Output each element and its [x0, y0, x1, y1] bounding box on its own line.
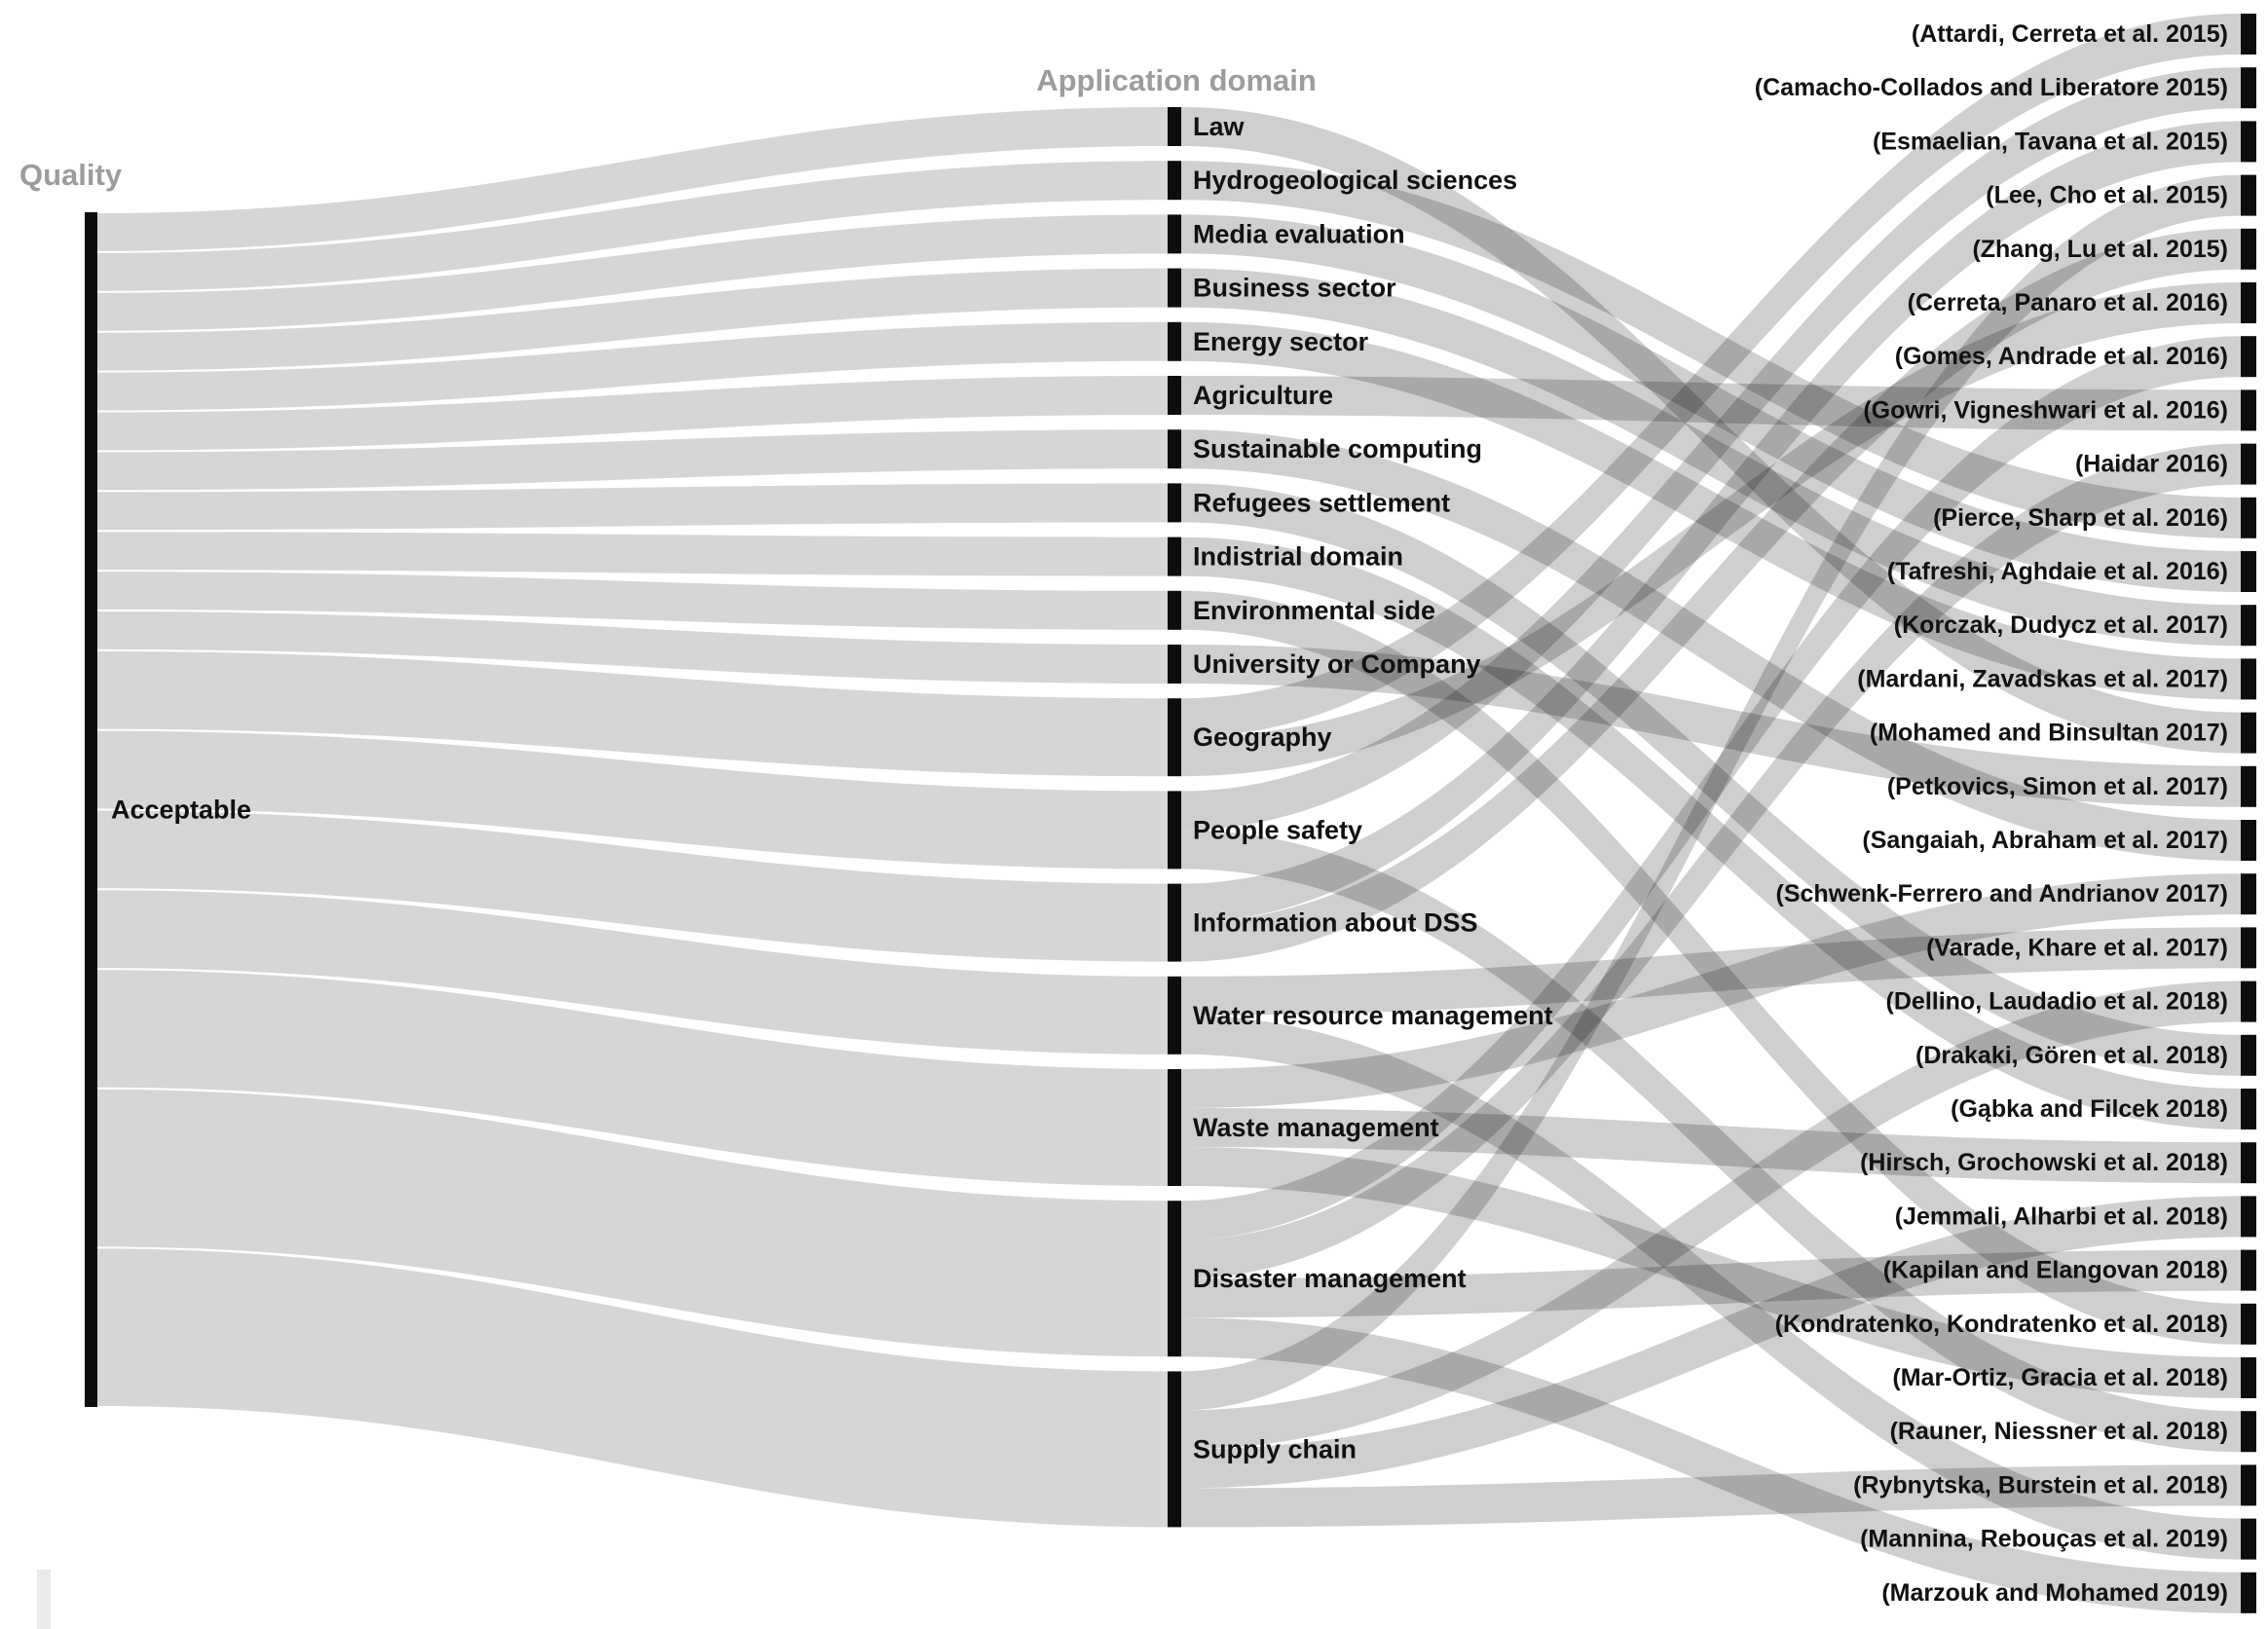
right-node-label: (Attardi, Cerreta et al. 2015): [1911, 20, 2228, 48]
right-node-bar-paper-15: [2241, 820, 2256, 861]
middle-node-bar-disaster-management: [1168, 1201, 1181, 1356]
right-node-bar-paper-13: [2241, 713, 2256, 754]
right-node-label: (Tafreshi, Aghdaie et al. 2016): [1886, 558, 2228, 585]
quality-column-header: Quality: [19, 158, 123, 192]
middle-node-label: Environmental side: [1193, 595, 1436, 625]
middle-node-label: Water resource management: [1193, 1000, 1553, 1030]
middle-node-bar-people-safety: [1168, 791, 1181, 869]
middle-node-label: Waste management: [1193, 1113, 1439, 1142]
right-node-label: (Dellino, Laudadio et al. 2018): [1885, 987, 2228, 1016]
middle-node-bar-media-evaluation: [1168, 214, 1181, 253]
right-node-bar-paper-26: [2241, 1411, 2256, 1452]
right-node-bar-paper-18: [2241, 981, 2256, 1022]
middle-node-bar-geography: [1168, 698, 1181, 776]
right-node-bar-paper-4: [2241, 229, 2256, 270]
right-node-bar-paper-23: [2241, 1250, 2256, 1291]
application-domain-column-header: Application domain: [1036, 63, 1317, 97]
right-node-label: (Gąbka and Filcek 2018): [1951, 1095, 2228, 1123]
middle-node-bar-sustainable-computing: [1168, 429, 1181, 468]
middle-node-bar-waste-management: [1168, 1069, 1181, 1186]
right-node-label: (Rybnytska, Burstein et al. 2018): [1853, 1471, 2228, 1499]
middle-node-label: Information about DSS: [1193, 907, 1478, 938]
middle-node-bar-hydrogeological-sciences: [1168, 161, 1181, 200]
right-node-label: (Mannina, Rebouças et al. 2019): [1860, 1525, 2228, 1553]
right-node-label: (Korczak, Dudycz et al. 2017): [1893, 611, 2228, 640]
right-node-bar-paper-27: [2241, 1464, 2256, 1505]
right-node-bar-paper-3: [2241, 175, 2256, 216]
middle-node-label: Law: [1193, 112, 1245, 141]
middle-node-label: Media evaluation: [1193, 219, 1405, 249]
middle-node-label: Hydrogeological sciences: [1193, 166, 1518, 196]
right-node-bar-paper-24: [2241, 1304, 2256, 1345]
right-node-bar-paper-6: [2241, 336, 2256, 377]
middle-node-bar-supply-chain: [1168, 1371, 1181, 1527]
right-node-label: (Schwenk-Ferrero and Andrianov 2017): [1775, 880, 2228, 908]
right-node-bar-paper-12: [2241, 658, 2256, 699]
middle-node-bar-refugees-settlement: [1168, 483, 1181, 522]
right-node-label: (Gowri, Vigneshwari et al. 2016): [1863, 396, 2228, 425]
right-node-label: (Lee, Cho et al. 2015): [1986, 181, 2228, 209]
right-node-label: (Mohamed and Binsultan 2017): [1869, 719, 2228, 747]
right-node-label: (Pierce, Sharp et al. 2016): [1933, 503, 2228, 532]
right-node-label: (Mar-Ortiz, Gracia et al. 2018): [1892, 1364, 2228, 1391]
right-node-bar-paper-2: [2241, 121, 2256, 162]
right-node-label: (Zhang, Lu et al. 2015): [1972, 235, 2228, 263]
right-node-bar-paper-21: [2241, 1142, 2256, 1183]
right-node-bar-paper-22: [2241, 1196, 2256, 1237]
right-node-bar-paper-14: [2241, 766, 2256, 807]
right-node-bar-paper-9: [2241, 498, 2256, 538]
middle-node-label: Energy sector: [1193, 326, 1369, 356]
flow-acceptable-to-refugees-settlement: [97, 483, 1168, 530]
right-node-label: (Varade, Khare et al. 2017): [1926, 934, 2228, 962]
right-node-label: (Rauner, Niessner et al. 2018): [1889, 1418, 2228, 1446]
right-node-label: (Marzouk and Mohamed 2019): [1881, 1578, 2228, 1607]
right-node-bar-paper-20: [2241, 1089, 2256, 1129]
middle-node-bar-indistrial-domain: [1168, 537, 1181, 576]
right-node-label: (Petkovics, Simon et al. 2017): [1886, 772, 2228, 800]
bottom-left-artifact: [37, 1570, 51, 1629]
middle-node-bar-energy-sector: [1168, 322, 1181, 361]
middle-node-bar-information-about-dss: [1168, 884, 1181, 962]
right-node-bar-paper-17: [2241, 927, 2256, 968]
right-node-bar-paper-29: [2241, 1573, 2256, 1613]
middle-node-label: Disaster management: [1193, 1264, 1467, 1294]
right-node-label: (Camacho-Collados and Liberatore 2015): [1754, 74, 2228, 102]
right-node-bar-paper-19: [2241, 1035, 2256, 1076]
right-node-label: (Kondratenko, Kondratenko et al. 2018): [1774, 1310, 2228, 1338]
right-node-label: (Kapilan and Elangovan 2018): [1882, 1256, 2228, 1284]
left-node-label-acceptable: Acceptable: [111, 795, 252, 825]
middle-node-bar-business-sector: [1168, 269, 1181, 308]
right-node-bar-paper-1: [2241, 67, 2256, 108]
right-node-bar-paper-16: [2241, 873, 2256, 914]
right-node-bar-paper-10: [2241, 551, 2256, 592]
middle-node-bar-law: [1168, 107, 1181, 146]
middle-node-label: Supply chain: [1193, 1434, 1357, 1464]
right-node-label: (Gomes, Andrade et al. 2016): [1894, 343, 2228, 371]
right-node-label: (Haidar 2016): [2074, 450, 2228, 478]
right-node-bar-paper-25: [2241, 1357, 2256, 1398]
middle-node-bar-water-resource-management: [1168, 977, 1181, 1055]
middle-node-label: Sustainable computing: [1193, 434, 1483, 464]
right-node-label: (Hirsch, Grochowski et al. 2018): [1860, 1149, 2228, 1177]
right-node-label: (Jemmali, Alharbi et al. 2018): [1894, 1203, 2228, 1231]
middle-node-label: Geography: [1193, 722, 1332, 753]
middle-node-label: Agriculture: [1193, 381, 1334, 410]
right-node-bar-paper-7: [2241, 389, 2256, 430]
middle-node-bar-environmental-side: [1168, 591, 1181, 630]
middle-node-bar-university-or-company: [1168, 645, 1181, 684]
middle-node-label: University or Company: [1193, 649, 1481, 679]
right-node-bar-paper-28: [2241, 1519, 2256, 1560]
right-node-label: (Esmaelian, Tavana et al. 2015): [1872, 128, 2228, 156]
right-node-bar-paper-11: [2241, 605, 2256, 646]
right-node-bar-paper-5: [2241, 282, 2256, 323]
left-node-bar-acceptable: [85, 212, 97, 1407]
right-node-label: (Mardani, Zavadskas et al. 2017): [1857, 665, 2228, 693]
middle-node-label: Business sector: [1193, 273, 1396, 303]
right-node-label: (Sangaiah, Abraham et al. 2017): [1862, 827, 2228, 854]
middle-node-label: People safety: [1193, 815, 1363, 845]
middle-node-label: Refugees settlement: [1193, 488, 1451, 518]
middle-node-bar-agriculture: [1168, 376, 1181, 415]
right-node-label: (Drakaki, Gören et al. 2018): [1915, 1041, 2228, 1069]
flow-acceptable-to-indistrial-domain: [97, 532, 1168, 575]
right-node-bar-paper-0: [2241, 14, 2256, 55]
right-node-bar-paper-8: [2241, 444, 2256, 485]
middle-node-label: Indistrial domain: [1193, 541, 1404, 572]
right-node-label: (Cerreta, Panaro et al. 2016): [1907, 289, 2228, 316]
